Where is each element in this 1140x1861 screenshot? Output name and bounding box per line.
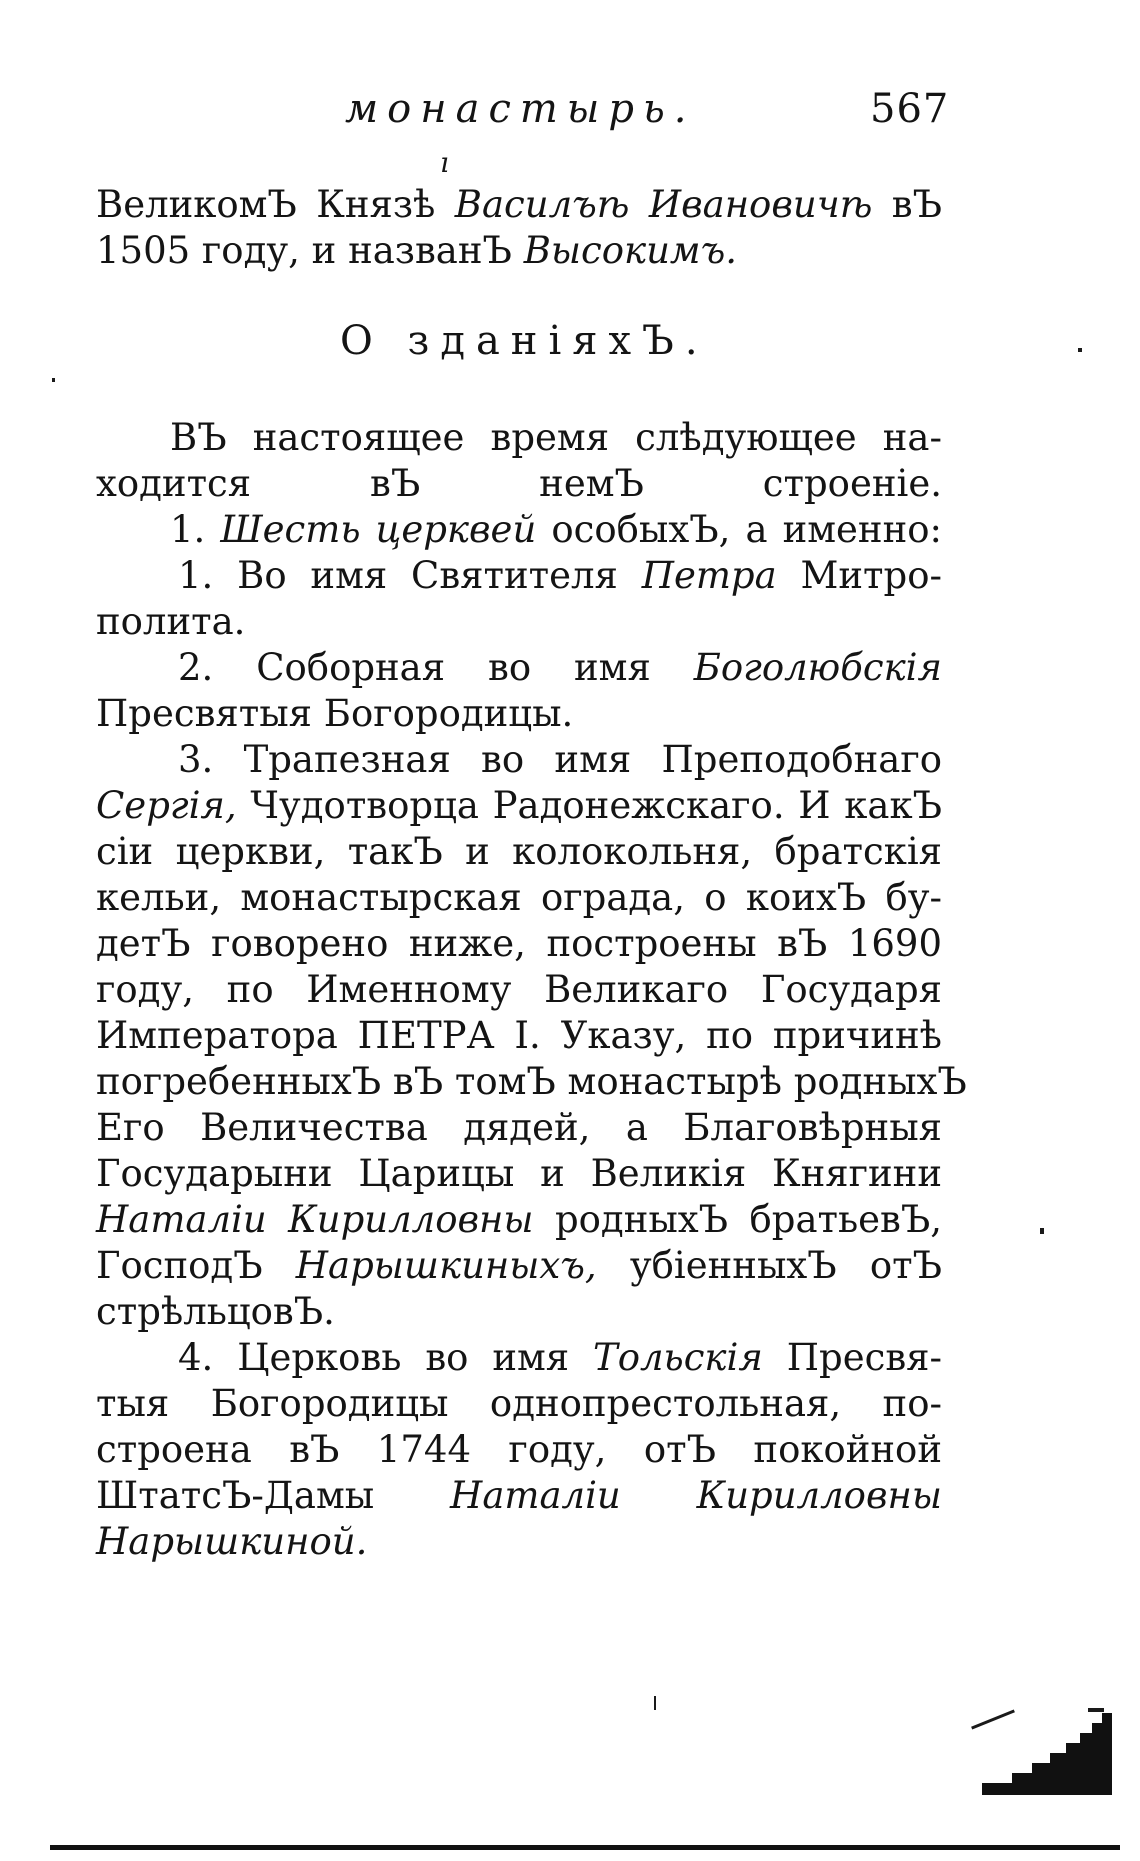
text-run: ВеликомЪ Князѣ [96,183,455,226]
scan-edge-shadow [942,1713,1112,1795]
running-header: монастырь. [345,86,696,132]
text-line [96,182,942,228]
text-run: Его Величества дядей, а Благовѣрныя [96,1106,942,1149]
italic-run: Сергія, [96,784,237,827]
text-line [96,829,942,875]
text-line [96,1519,942,1565]
text-line [96,783,942,829]
text-run: стрѣльцовЪ. [96,1290,335,1333]
text-line [96,1427,942,1473]
scan-speck [52,378,55,382]
text-run: кельи, монастырская ограда, о коихЪ бу- [96,876,942,919]
text-run: ШтатсЪ-Дамы [96,1474,451,1517]
text-line [96,1059,967,1105]
text-run: ходится вЪ немЪ строеніе. [96,462,942,505]
italic-run: Наталіи Кирилловны [96,1198,534,1241]
text-line [96,1105,942,1151]
text-run: полита. [96,600,246,643]
text-run: Пресвя- [762,1336,942,1379]
text-run: сіи церкви, такЪ и колокольня, братскія [96,830,942,873]
text-run: строена вЪ 1744 году, отЪ покойной [96,1428,942,1471]
text-run: Чудотворца Радонежскаго. И какЪ [236,784,942,827]
text-line [96,1381,942,1427]
text-line [96,1197,942,1243]
text-run: 2. Соборная во имя [178,646,694,689]
text-run: родныхЪ братьевЪ, [533,1198,942,1241]
italic-run: Нарышкиной. [96,1520,368,1563]
section-heading: О зданіяхЪ. [340,318,709,364]
text-line [96,415,942,461]
italic-run: Тольскія [593,1336,763,1379]
text-line [96,1335,942,1381]
text-run: году, по Именному Великаго Государя [96,968,942,1011]
text-run: особыхЪ, а именно: [536,508,942,551]
text-run: 1505 году, и названЪ [96,229,524,272]
text-run: убіенныхЪ отЪ [596,1244,942,1287]
text-line [96,737,942,783]
scan-speck [1088,1708,1104,1712]
text-run: погребенныхЪ вЪ томЪ монастырѣ родныхЪ [96,1060,967,1103]
text-line [96,553,942,599]
italic-run: Боголюбскія [693,646,942,689]
intro-paragraph [96,182,942,274]
page-bottom-edge [50,1845,1120,1850]
text-run: Императора ПЕТРА I. Указу, по причинѣ [96,1014,942,1057]
text-line [96,1289,942,1335]
print-mark: ı [440,146,449,179]
text-line [96,599,942,645]
text-line [96,1151,942,1197]
text-run: 4. Церковь во имя [178,1336,594,1379]
text-run: Митро- [776,554,942,597]
text-run: детЪ говорено ниже, построены вЪ 1690 [96,922,942,965]
italic-run: Нарышкиныхъ, [295,1244,597,1287]
text-run: 3. Трапезная во имя Преподобнаго [178,738,942,781]
italic-run: Василъѣ Ивановичѣ [454,183,873,226]
page-number: 567 [870,86,950,132]
italic-run: Высокимъ. [523,229,738,272]
text-run: ВЪ настоящее время слѣдующее на- [170,416,942,459]
text-run: ГосподЪ [96,1244,296,1287]
text-line [96,875,942,921]
text-line [96,1243,942,1289]
text-run: тыя Богородицы однопрестольная, по- [96,1382,942,1425]
italic-run: Петра [641,554,777,597]
text-run: вЪ [872,183,942,226]
text-run: Государыни Царицы и Великія Княгини [96,1152,942,1195]
text-line [96,921,942,967]
scan-speck [1078,348,1082,352]
text-run: 1. Во имя Святителя [178,554,642,597]
text-run: Пресвятыя Богородицы. [96,692,574,735]
text-line [96,645,942,691]
text-line [96,507,942,553]
text-line [96,691,942,737]
text-run: 1. [170,508,221,551]
text-line [96,1473,942,1519]
text-line [96,228,942,274]
text-line [96,1013,942,1059]
scan-speck [654,1696,656,1710]
body-text [96,415,967,1565]
text-line [96,967,942,1013]
text-line [96,461,942,507]
italic-run: Наталіи Кирилловны [450,1474,942,1517]
scan-speck [1040,1228,1044,1234]
italic-run: Шесть церквей [220,508,537,551]
